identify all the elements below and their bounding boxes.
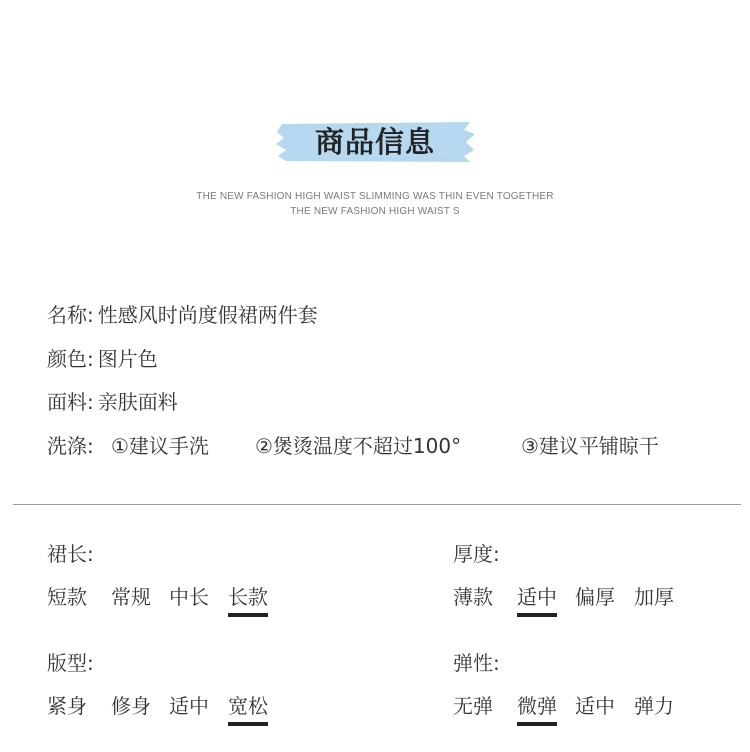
fabric-label: 面料:: [47, 390, 94, 414]
option-mid-length: 中长: [169, 585, 209, 609]
section-title-block: [274, 120, 476, 164]
name-value: 性感风时尚度假裙两件套: [97, 303, 318, 327]
fabric-value: 亲肤面料: [97, 390, 178, 414]
info-row-fabric: [47, 388, 178, 416]
option-no-stretch: 无弹: [453, 694, 493, 718]
info-row-wash: [47, 432, 707, 460]
option-short: 短款: [47, 585, 87, 609]
option-moderate-stretch: 适中: [575, 694, 615, 718]
wash-item: ②煲烫温度不超过100°: [255, 434, 462, 458]
color-value: 图片色: [97, 347, 158, 371]
subtitle-line-1: THE NEW FASHION HIGH WAIST SLIMMING WAS THIN EVEN TOGETHER: [196, 191, 554, 202]
wash-label: 洗涤:: [47, 434, 94, 458]
option-slight-stretch-selected: 微弹: [517, 694, 557, 718]
wash-item: ③建议平铺晾干: [521, 434, 659, 458]
subtitle-line-2: THE NEW FASHION HIGH WAIST S: [290, 206, 460, 217]
name-label: 名称:: [47, 303, 94, 327]
option-medium-selected: 适中: [517, 585, 557, 609]
color-label: 颜色:: [47, 347, 94, 371]
info-row-name: [47, 301, 318, 329]
skirt-length-label: 裙长:: [47, 542, 94, 566]
fit-label: 版型:: [47, 651, 94, 675]
option-stretchy: 弹力: [634, 694, 674, 718]
option-slim: 修身: [111, 694, 151, 718]
option-thin: 薄款: [453, 585, 493, 609]
info-row-color: [47, 345, 158, 373]
wash-item: ①建议手洗: [111, 434, 209, 458]
elasticity-label: 弹性:: [453, 651, 500, 675]
thickness-label: 厚度:: [453, 542, 500, 566]
option-regular-fit: 适中: [169, 694, 209, 718]
section-divider: [13, 504, 741, 505]
option-loose-selected: 宽松: [228, 694, 268, 718]
option-regular: 常规: [111, 585, 151, 609]
option-thick: 加厚: [634, 585, 674, 609]
skirt-length-options: [47, 583, 287, 617]
elasticity-options: [453, 692, 693, 726]
option-tight: 紧身: [47, 694, 87, 718]
page-title: 商品信息: [314, 125, 435, 159]
thickness-options: [453, 583, 693, 617]
fit-options: [47, 692, 287, 726]
option-long-selected: 长款: [228, 585, 268, 609]
option-thickish: 偏厚: [575, 585, 615, 609]
